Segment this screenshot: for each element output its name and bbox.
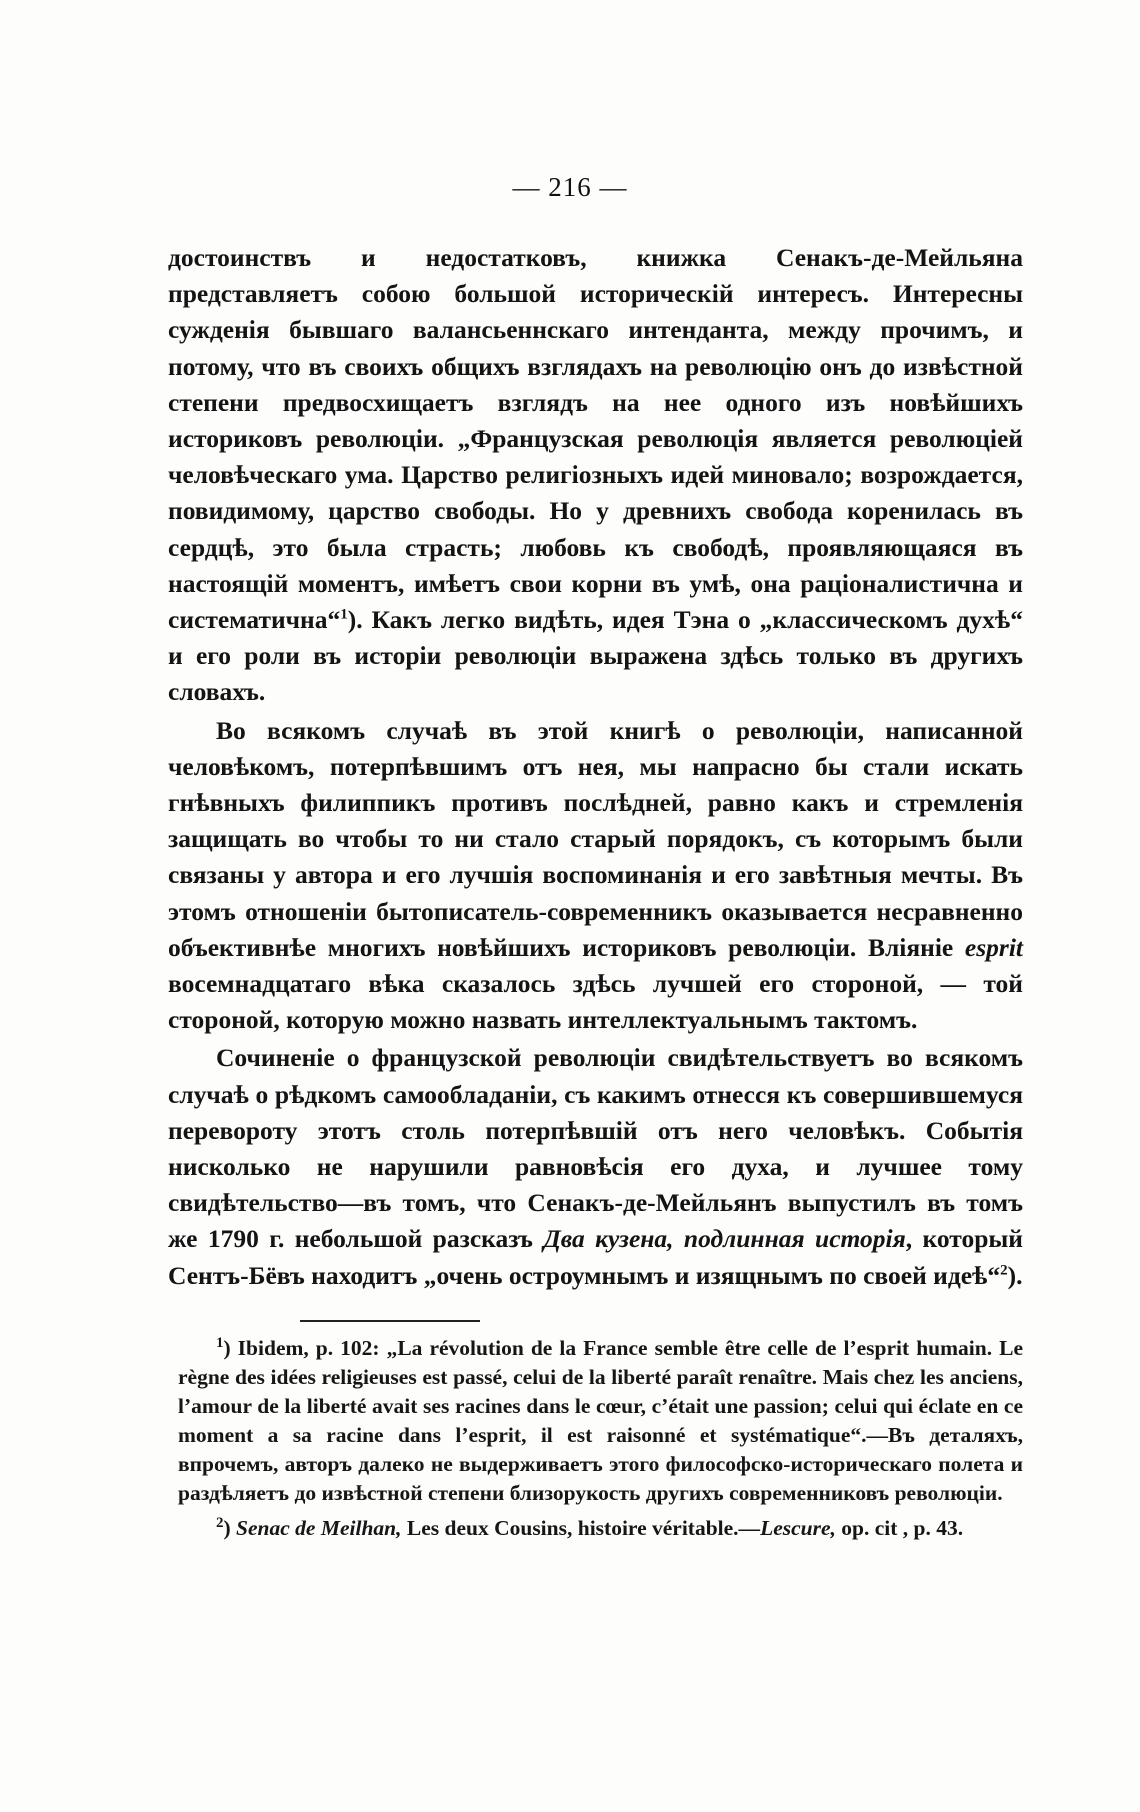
paragraph-3-text-a: Сочиненіе о французской революціи свидѣтельствуетъ во всякомъ случаѣ о рѣдкомъ самообладаніи, съ какимъ отнесся къ совершившемуся перевороту этотъ столь потерпѣвшій отъ него человѣкъ. Событія нисколько не нарушили равновѣсія его духа, и лучшее тому свидѣтельство—въ томъ, что Сенакъ-де-Мейльянъ выпустилъ въ томъ же 1790 г. небольшой разсказъ [168,1043,1023,1254]
footnote-ref-2: 2 [1000,1262,1008,1279]
footnote-2-title: Les deux Cousins, histoire véritable.— [406,1516,761,1540]
paragraph-3-text-b: , который Сентъ-Бёвъ находитъ „очень остроумнымъ и изящнымъ по своей идеѣ“ [168,1224,1024,1290]
paragraph-3 [168,1040,1023,1293]
paragraph-3-italic: Два кузена, подлинная исторія [543,1224,906,1254]
footnote-2-source: Lescure, [760,1516,836,1540]
footnote-1-text: ) Ibidem, p. 102: „La révolution de la France semble être celle de l’esprit humain. Le règne des idées religieuses est passé, celui de la liberté paraît renaître. Mais chez les anciens, l’amour de la liberté avait ses racines dans le cœur, c’était une passion; celui qui éclate en ce moment a sa racine dans l’esprit, il est raisonné et systématique“.—Въ деталяхъ, впрочемъ, авторъ далеко не выдерживаетъ этого философско-историческаго полета и раздѣляетъ до извѣстной степени близорукость другихъ современниковъ революціи. [178,1336,1023,1505]
body-text [168,240,1023,1294]
paragraph-2-text-b: восемнадцатаго вѣка сказалось здѣсь лучшей его стороной, — той стороной, которую можно назвать интеллектуальнымъ тактомъ. [168,969,1023,1035]
paragraph-1-text-b: ). Какъ легко видѣть, идея Тэна о „классическомъ духѣ“ и его роли въ исторіи революціи выражена здѣсь только въ другихъ словахъ. [168,605,1023,707]
paragraph-1 [168,240,1023,711]
footnotes [178,1334,1023,1543]
paragraph-2 [168,713,1023,1039]
footnote-1 [178,1334,1023,1508]
footnote-2-citation: op. cit , p. 43. [841,1516,964,1540]
paragraph-1-text-a: достоинствъ и недостатковъ, книжка Сенакъ-де-Мейльяна представляетъ собою большой историческій интересъ. Интересны сужденія бывшаго валансьеннскаго интенданта, между прочимъ, и потому, что въ своихъ общихъ взглядахъ на революцію онъ до извѣстной степени предвосхищаетъ взглядъ на нее одного изъ новѣйшихъ историковъ революціи. „Французская революція является революціей человѣческаго ума. Царство религіозныхъ идей миновало; возрождается, повидимому, царство свободы. Но у древнихъ свобода коренилась въ сердцѣ, это была страсть; любовь къ свободѣ, проявляющаяся въ настоящій моментъ, имѣетъ свои корни въ умѣ, она раціоналистична и систематична“ [168,243,1023,635]
paragraph-2-text-a: Во всякомъ случаѣ въ этой книгѣ о революціи, написанной человѣкомъ, потерпѣвшимъ отъ нея, мы напрасно бы стали искать гнѣвныхъ филиппикъ противъ послѣдней, равно какъ и стремленія защищать во чтобы то ни стало старый порядокъ, съ которымъ были связаны у автора и его лучшія воспоминанія и его завѣтныя мечты. Въ этомъ отношеніи бытописатель-современникъ оказывается несравненно объективнѣе многихъ новѣйшихъ историковъ революціи. Вліяніе [168,715,1023,962]
footnote-divider [300,1320,480,1322]
footnote-2-mark: 2 [216,1514,224,1531]
footnote-2-author: Senac de Meilhan, [236,1516,402,1540]
footnote-ref-1: 1 [340,606,348,623]
page-number: — 216 — [512,172,628,202]
footnote-2: $^2$) Senac de Meilhan, Les deux Cousins, histoire véritable.—Lescure, op. cit , p. 43. [216,1514,964,1540]
footnote-1-mark: 1 [216,1334,224,1351]
paragraph-2-italic: esprit [964,932,1024,962]
paragraph-3-text-c: ). [1007,1260,1023,1290]
